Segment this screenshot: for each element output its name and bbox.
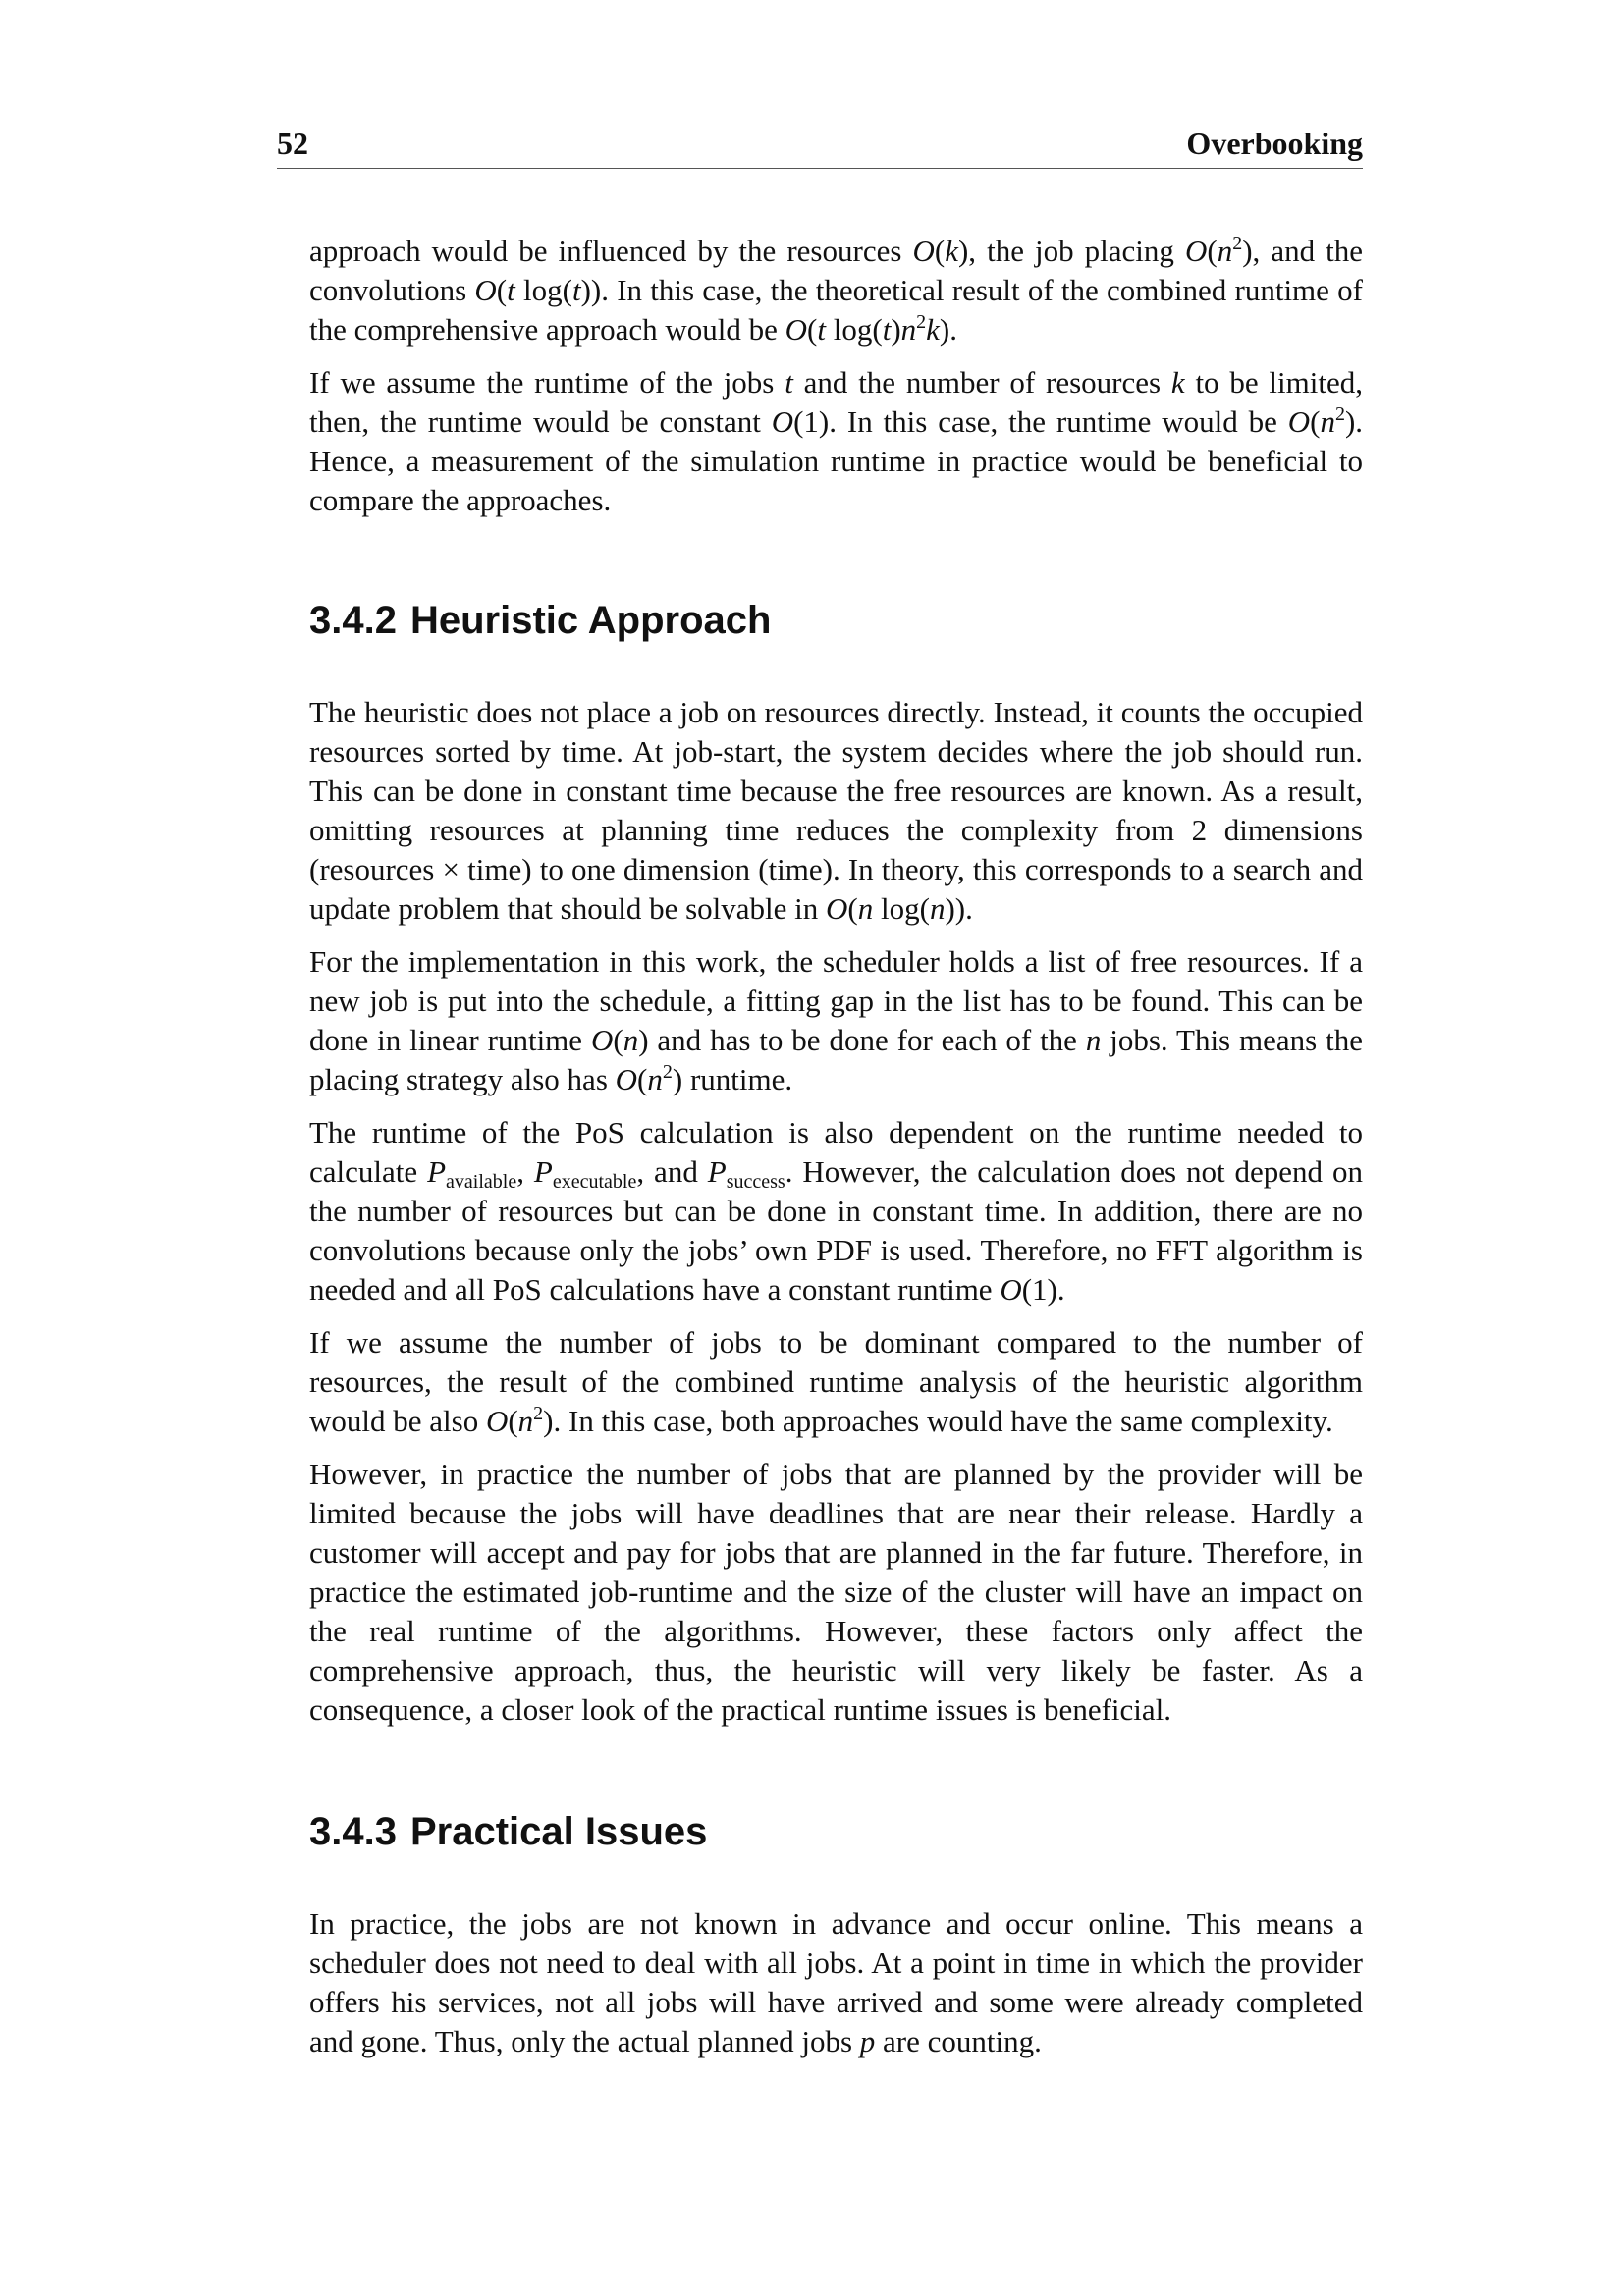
- running-header: [277, 126, 1363, 169]
- paragraph-7: However, in practice the number of jobs that are planned by the provider will be limited because the jobs will have deadlines that are near their release. Hardly a customer will accept and pay for jobs that are planned in the far future. Therefore, in practice the estimated job-runtime and the size of the cluster will have an impact on the real runtime of the algorithms. However, these factors only affect the comprehensive approach, thus, the heuristic will very likely be faster. As a consequence, a closer look of the practical runtime issues is beneficial.: [309, 1457, 1363, 1727]
- paragraph-6: If we assume the number of jobs to be dominant compared to the number of resources, the result of the combined runtime analysis of the heuristic algorithm would be also $O(n^2)$. In this case, both approaches would have the same complexity.: [309, 1325, 1363, 1438]
- paragraph-5: The runtime of the PoS calculation is also dependent on the runtime needed to calculate $P_{available}$, $P_{executable}$, and $P_{success}$. However, the calculation does not depend on the number of resources but can be done in constant time. In addition, there are no convolutions because only the jobs’ own PDF is used. Therefore, no FFT algorithm is needed and all PoS calculations have a constant runtime O(1).: [309, 1115, 1363, 1307]
- section-heading-heuristic: 3.4.2 Heuristic Approach: [309, 599, 772, 642]
- paragraph-4: For the implementation in this work, the scheduler holds a list of free resources. If a new job is put into the schedule, a fitting gap in the list has to be found. This can be done in linear runtime O(n) and has to be done for each of the n jobs. This means the placing strategy also has $O(n^2)$ runtime.: [309, 944, 1363, 1096]
- paragraph-3: The heuristic does not place a job on resources directly. Instead, it counts the occupied resources sorted by time. At job-start, the system decides where the job should run. This can be done in constant time because the free resources are known. As a result, omitting resources at planning time reduces the complexity from 2 dimensions (resources × time) to one dimension (time). In theory, this corresponds to a search and update problem that should be solvable in O(n log(n)).: [309, 695, 1363, 926]
- paragraph-8: In practice, the jobs are not known in advance and occur online. This means a scheduler does not need to deal with all jobs. At a point in time in which the provider offers his services, not all jobs will have arrived and some were already completed and gone. Thus, only the actual planned jobs p are counting.: [309, 1906, 1363, 2058]
- page-body: [309, 232, 1363, 2075]
- paragraph-2: If we assume the runtime of the jobs t and the number of resources k to be limited, then, the runtime would be constant O(1). In this case, the runtime would be $O(n^2)$. Hence, a measurement of the simulation runtime in practice would be beneficial to compare the approaches.: [309, 365, 1364, 517]
- running-title: Overbooking: [1186, 126, 1363, 161]
- paragraph-1: approach would be influenced by the resources O(k), the job placing $O(n^2)$, and the convolutions O(t log(t)). In this case, the theoretical result of the combined runtime of the comprehensive approach would be O(t $\log(t)n^2k$).: [309, 233, 1363, 347]
- section-heading-practical: 3.4.3 Practical Issues: [309, 1810, 708, 1853]
- page-number: 52: [277, 126, 308, 161]
